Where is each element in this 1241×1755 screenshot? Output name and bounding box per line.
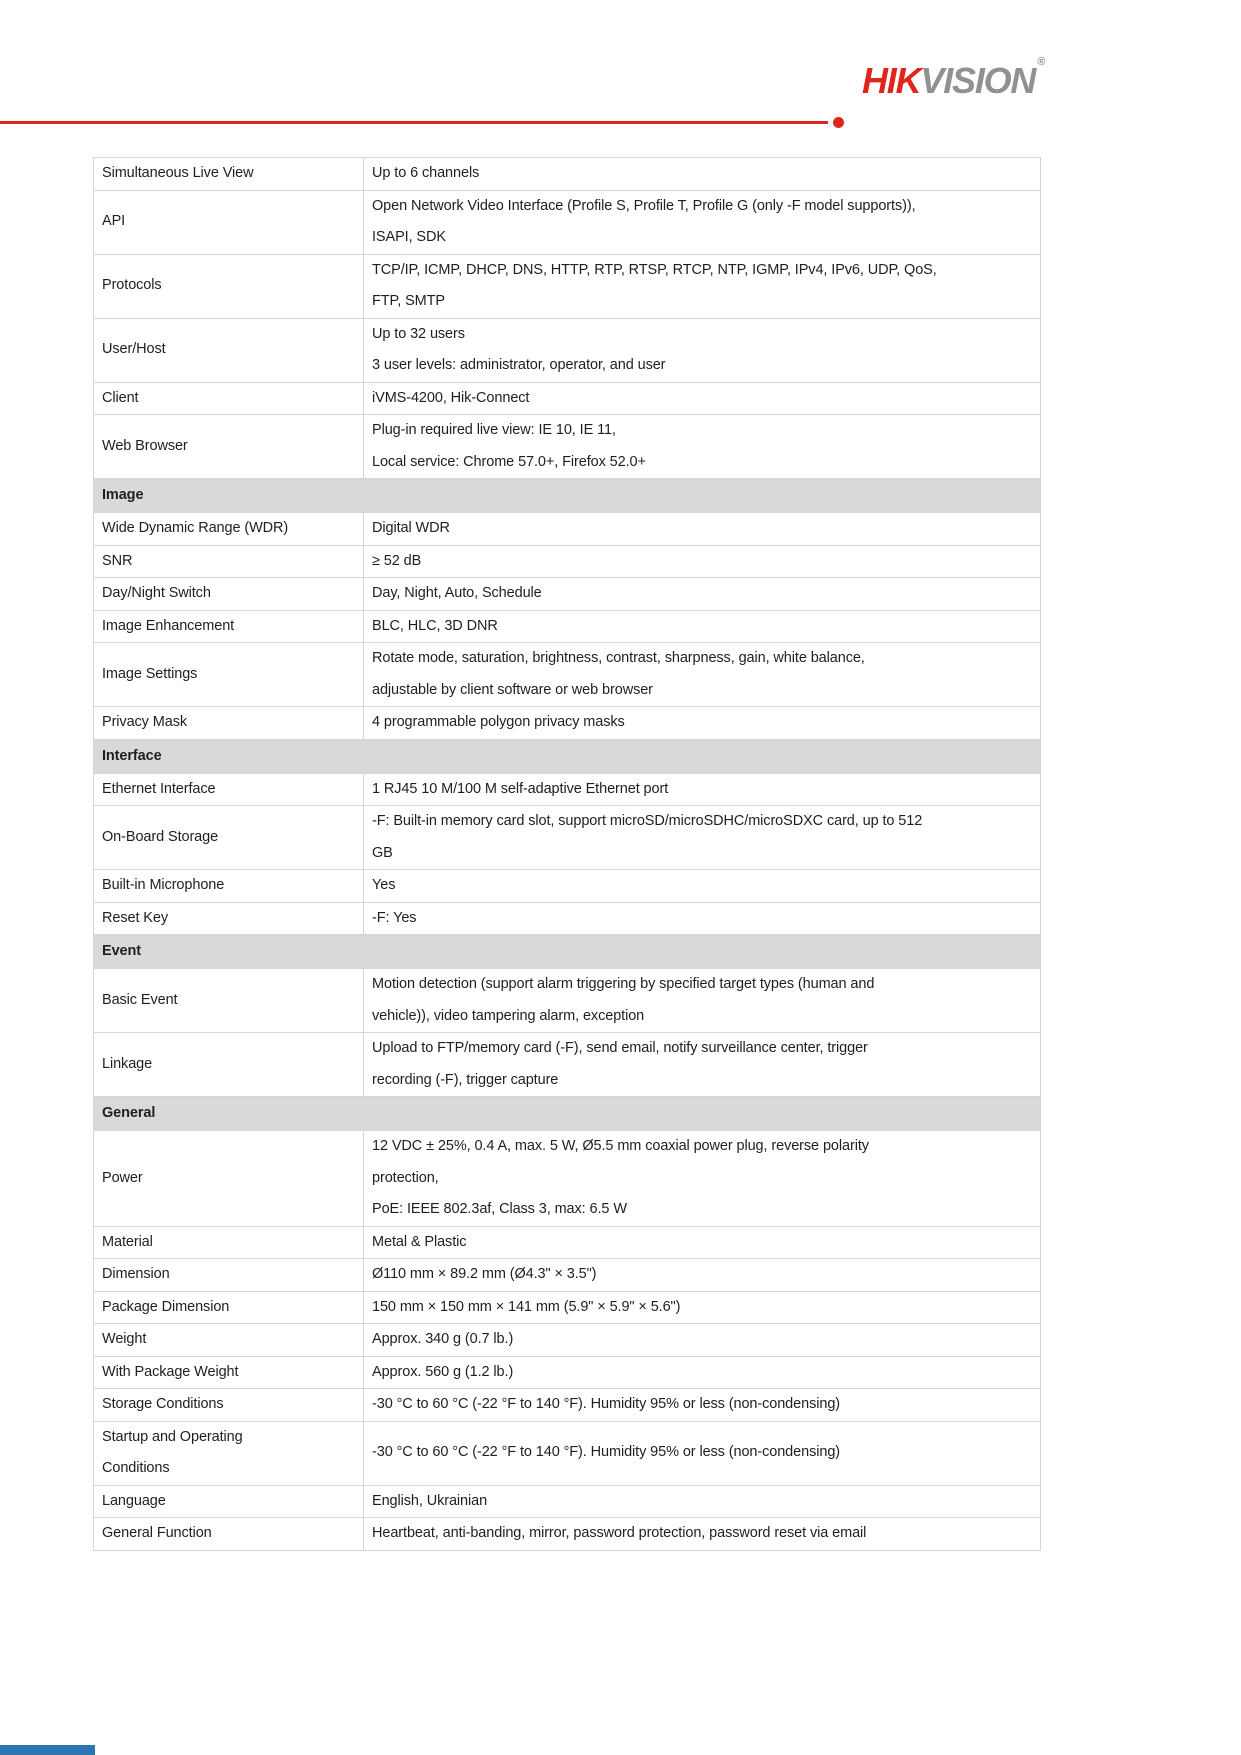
- spec-label-text: Material: [102, 1233, 153, 1250]
- spec-label-text: Weight: [102, 1331, 147, 1347]
- spec-label-text: Startup and Operating: [102, 1428, 243, 1445]
- spec-row: [94, 254, 1041, 318]
- section-header-label: Interface: [94, 739, 1041, 773]
- spec-value-line: Rotate mode, saturation, brightness, contrast, sharpness, gain, white balance,: [372, 650, 865, 666]
- spec-label-text: SNR: [102, 552, 133, 569]
- spec-row: [94, 1131, 1041, 1227]
- spec-value-line: GB: [372, 844, 393, 861]
- spec-label-cell: [94, 1518, 364, 1551]
- spec-value-cell: [364, 870, 1041, 903]
- spec-value-cell: [364, 578, 1041, 611]
- spec-value-cell: [364, 1356, 1041, 1389]
- spec-label-cell: [94, 707, 364, 740]
- registered-trademark-icon: ®: [1037, 56, 1046, 68]
- spec-label-cell: [94, 1389, 364, 1422]
- spec-value-line: adjustable by client software or web browser: [372, 681, 653, 698]
- spec-row: [94, 806, 1041, 870]
- spec-value-line: Up to 6 channels: [372, 165, 480, 181]
- spec-value-line: PoE: IEEE 802.3af, Class 3, max: 6.5 W: [372, 1201, 627, 1217]
- spec-value-line: 150 mm × 150 mm × 141 mm (5.9" × 5.9" × 5.6"): [372, 1298, 681, 1315]
- spec-value-cell: [364, 415, 1041, 479]
- spec-row: [94, 190, 1041, 254]
- spec-label-cell: [94, 870, 364, 903]
- spec-value-cell: [364, 1226, 1041, 1259]
- spec-value-line: 1 RJ45 10 M/100 M self-adaptive Ethernet port: [372, 780, 669, 797]
- spec-value-line: ISAPI, SDK: [372, 229, 446, 245]
- spec-value-cell: [364, 902, 1041, 935]
- spec-value-line: protection,: [372, 1169, 439, 1186]
- spec-value-cell: [364, 1131, 1041, 1227]
- spec-label-cell: [94, 1131, 364, 1227]
- spec-row: [94, 545, 1041, 578]
- spec-row: [94, 1226, 1041, 1259]
- spec-value-line: 12 VDC ± 25%, 0.4 A, max. 5 W, Ø5.5 mm coaxial power plug, reverse polarity: [372, 1138, 869, 1154]
- spec-label-text: On-Board Storage: [102, 828, 219, 845]
- spec-value-line: Digital WDR: [372, 520, 450, 536]
- spec-label-text: Protocols: [102, 277, 162, 294]
- spec-row: [94, 513, 1041, 546]
- spec-value-cell: [364, 773, 1041, 806]
- spec-value-cell: [364, 1485, 1041, 1518]
- spec-value-line: Approx. 340 g (0.7 lb.): [372, 1331, 514, 1347]
- spec-label-cell: [94, 1356, 364, 1389]
- spec-label-text: Dimension: [102, 1266, 170, 1282]
- spec-label-cell: [94, 578, 364, 611]
- spec-label-text: Simultaneous Live View: [102, 165, 254, 181]
- header-divider-line: [0, 121, 828, 124]
- page-header: [0, 0, 1241, 120]
- spec-label-cell: [94, 513, 364, 546]
- spec-value-cell: [364, 1421, 1041, 1485]
- spec-value-line: Open Network Video Interface (Profile S, Profile T, Profile G (only -F model supports)),: [372, 197, 916, 214]
- spec-label-text: Day/Night Switch: [102, 585, 211, 601]
- spec-table-body: [94, 158, 1041, 1551]
- spec-row: [94, 1259, 1041, 1292]
- section-header-row: [94, 935, 1041, 969]
- spec-row: [94, 1421, 1041, 1485]
- spec-row: [94, 902, 1041, 935]
- spec-row: [94, 1324, 1041, 1357]
- spec-label-text: Image Enhancement: [102, 617, 235, 634]
- spec-value-line: vehicle)), video tampering alarm, exception: [372, 1007, 645, 1024]
- section-header-row: [94, 479, 1041, 513]
- spec-value-line: Local service: Chrome 57.0+, Firefox 52.0+: [372, 453, 646, 470]
- spec-value-cell: [364, 1389, 1041, 1422]
- spec-label-text: Privacy Mask: [102, 714, 188, 730]
- spec-value-line: Motion detection (support alarm triggering by specified target types (human and: [372, 976, 875, 992]
- spec-value-line: recording (-F), trigger capture: [372, 1071, 559, 1088]
- spec-label-cell: [94, 545, 364, 578]
- spec-value-line: Heartbeat, anti-banding, mirror, password protection, password reset via email: [372, 1525, 867, 1541]
- spec-label-text: Web Browser: [102, 437, 188, 454]
- spec-value-cell: [364, 969, 1041, 1033]
- spec-row: [94, 1518, 1041, 1551]
- spec-row: [94, 870, 1041, 903]
- spec-value-line: BLC, HLC, 3D DNR: [372, 617, 498, 634]
- spec-value-line: iVMS-4200, Hik-Connect: [372, 389, 530, 406]
- spec-value-line: Metal & Plastic: [372, 1233, 467, 1250]
- spec-value-line: -F: Yes: [372, 909, 417, 926]
- spec-value-line: Approx. 560 g (1.2 lb.): [372, 1363, 514, 1380]
- logo-hik-text: HIK: [862, 60, 921, 101]
- spec-label-cell: [94, 1485, 364, 1518]
- spec-row: [94, 643, 1041, 707]
- spec-label-cell: [94, 1033, 364, 1097]
- spec-value-cell: [364, 643, 1041, 707]
- spec-value-cell: [364, 610, 1041, 643]
- spec-label-text: Storage Conditions: [102, 1396, 224, 1412]
- spec-label-cell: [94, 415, 364, 479]
- spec-row: [94, 578, 1041, 611]
- section-header-row: [94, 1097, 1041, 1131]
- spec-label-text: Image Settings: [102, 665, 198, 682]
- spec-value-cell: [364, 1291, 1041, 1324]
- section-header-label: Image: [94, 479, 1041, 513]
- spec-label-text: Wide Dynamic Range (WDR): [102, 520, 289, 536]
- spec-label-cell: [94, 382, 364, 415]
- spec-value-line: Yes: [372, 877, 396, 893]
- section-header-row: [94, 739, 1041, 773]
- spec-label-text: Linkage: [102, 1055, 153, 1072]
- spec-value-cell: [364, 190, 1041, 254]
- spec-label-cell: [94, 158, 364, 191]
- spec-label-cell: [94, 254, 364, 318]
- spec-label-cell: [94, 1259, 364, 1292]
- spec-value-line: FTP, SMTP: [372, 293, 445, 309]
- spec-value-cell: [364, 318, 1041, 382]
- spec-value-line: Plug-in required live view: IE 10, IE 11,: [372, 422, 616, 438]
- spec-label-text: Package Dimension: [102, 1298, 230, 1315]
- spec-label-cell: [94, 902, 364, 935]
- section-header-label: Event: [94, 935, 1041, 969]
- divider-end-dot-icon: [833, 117, 844, 128]
- spec-value-cell: [364, 1518, 1041, 1551]
- spec-row: [94, 1389, 1041, 1422]
- logo-vision-text: VISION: [920, 60, 1036, 101]
- spec-value-cell: [364, 806, 1041, 870]
- spec-label-cell: [94, 1421, 364, 1485]
- spec-value-line: English, Ukrainian: [372, 1492, 488, 1509]
- spec-value-line: 3 user levels: administrator, operator, and user: [372, 357, 666, 373]
- spec-label-text: Power: [102, 1169, 143, 1186]
- spec-value-cell: [364, 1033, 1041, 1097]
- spec-row: [94, 415, 1041, 479]
- spec-label-cell: [94, 190, 364, 254]
- spec-value-line: Day, Night, Auto, Schedule: [372, 585, 542, 601]
- hikvision-logo: [862, 44, 1045, 99]
- spec-value-cell: [364, 254, 1041, 318]
- spec-value-line: TCP/IP, ICMP, DHCP, DNS, HTTP, RTP, RTSP, RTCP, NTP, IGMP, IPv4, IPv6, UDP, QoS,: [372, 261, 937, 278]
- spec-label-cell: [94, 773, 364, 806]
- spec-value-line: ≥ 52 dB: [372, 552, 422, 569]
- spec-label-text: Language: [102, 1492, 166, 1509]
- spec-row: [94, 610, 1041, 643]
- spec-row: [94, 969, 1041, 1033]
- spec-value-cell: [364, 545, 1041, 578]
- spec-value-line: Ø110 mm × 89.2 mm (Ø4.3" × 3.5"): [372, 1266, 597, 1282]
- spec-row: [94, 382, 1041, 415]
- spec-label-cell: [94, 969, 364, 1033]
- spec-label-cell: [94, 643, 364, 707]
- spec-row: [94, 707, 1041, 740]
- spec-row: [94, 1485, 1041, 1518]
- spec-value-line: Upload to FTP/memory card (-F), send email, notify surveillance center, trigger: [372, 1040, 868, 1056]
- spec-value-line: -F: Built-in memory card slot, support microSD/microSDHC/microSDXC card, up to 512: [372, 813, 923, 829]
- spec-label-text: API: [102, 213, 126, 230]
- spec-value-cell: [364, 382, 1041, 415]
- spec-row: [94, 1291, 1041, 1324]
- spec-row: [94, 1033, 1041, 1097]
- spec-label-text: Conditions: [102, 1460, 170, 1476]
- spec-label-text: Ethernet Interface: [102, 780, 216, 797]
- spec-label-text: Reset Key: [102, 909, 168, 926]
- spec-label-text: Client: [102, 389, 139, 406]
- spec-label-text: User/Host: [102, 341, 166, 358]
- spec-value-cell: [364, 707, 1041, 740]
- spec-label-cell: [94, 1226, 364, 1259]
- spec-label-text: Built-in Microphone: [102, 877, 225, 893]
- spec-label-cell: [94, 806, 364, 870]
- specification-table: [93, 157, 1041, 1551]
- spec-label-cell: [94, 1291, 364, 1324]
- section-header-label: General: [94, 1097, 1041, 1131]
- spec-value-cell: [364, 513, 1041, 546]
- spec-value-cell: [364, 1324, 1041, 1357]
- spec-row: [94, 158, 1041, 191]
- spec-row: [94, 1356, 1041, 1389]
- spec-value-cell: [364, 158, 1041, 191]
- spec-value-line: -30 °C to 60 °C (-22 °F to 140 °F). Humidity 95% or less (non-condensing): [372, 1396, 841, 1412]
- spec-label-text: With Package Weight: [102, 1363, 239, 1380]
- spec-value-line: -30 °C to 60 °C (-22 °F to 140 °F). Humidity 95% or less (non-condensing): [372, 1444, 841, 1461]
- spec-row: [94, 773, 1041, 806]
- spec-row: [94, 318, 1041, 382]
- spec-value-line: 4 programmable polygon privacy masks: [372, 714, 625, 730]
- spec-label-text: General Function: [102, 1525, 212, 1541]
- footer-accent-bar: [0, 1745, 95, 1755]
- spec-value-cell: [364, 1259, 1041, 1292]
- spec-value-line: Up to 32 users: [372, 325, 465, 342]
- spec-label-text: Basic Event: [102, 991, 178, 1008]
- spec-label-cell: [94, 1324, 364, 1357]
- spec-label-cell: [94, 318, 364, 382]
- spec-label-cell: [94, 610, 364, 643]
